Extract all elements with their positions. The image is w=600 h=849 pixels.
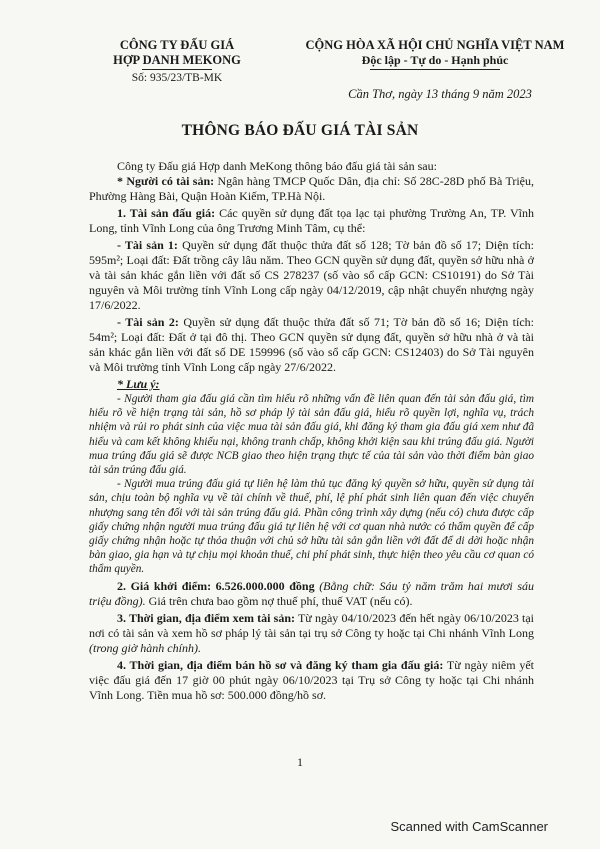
section-3-label: 3. Thời gian, địa điểm xem tài sản: — [117, 610, 295, 625]
asset-2-text: Quyền sử dụng đất thuộc thửa đất số 71; Tờ bản đồ số 16; Diện tích: 54m²; Loại đất: Đất ở tại đô thị. Theo GCN quyền sử dụng đất, quyền sở hữu nhà ở và tài sản khác gắn liền với đất số DE 159996 (số vào sổ cấp GCN: CS12403) do Sở Tài nguyên và Môi trường tỉnh Vĩnh Long cấp ngày 27/6/2022. — [89, 315, 534, 374]
document-date: Cần Thơ, ngày 13 tháng 9 năm 2023 — [348, 87, 532, 101]
owner-text: Ngân hàng TMCP Quốc Dân, địa chỉ: Số 28C-28D phố Bà Triệu, Phường Hàng Bài, Quận Hoàn Kiếm, TP.Hà Nội. — [89, 174, 535, 203]
owner-paragraph — [89, 174, 534, 204]
national-header — [300, 38, 570, 70]
scanner-watermark: Scanned with CamScanner — [390, 819, 548, 834]
section-2-words: (Bằng chữ: Sáu tỷ năm trăm hai mươi sáu triệu đồng). — [89, 578, 534, 608]
section-1-label: 1. Tài sản đấu giá: — [117, 206, 216, 220]
section-3 — [89, 611, 534, 656]
section-2 — [89, 579, 534, 609]
section-1 — [89, 206, 534, 236]
document-number: Số: 935/23/TB-MK — [131, 72, 223, 84]
note-label: * Lưu ý: — [117, 377, 160, 391]
asset-2 — [89, 315, 534, 375]
national-title: CỘNG HÒA XÃ HỘI CHỦ NGHĨA VIỆT NAM — [305, 38, 565, 52]
note-paragraph-1: - Người tham gia đấu giá cần tìm hiểu rõ những vấn đề liên quan đến tài sản đấu giá, tìm hiểu rõ về hiện trạng tài sản, hồ sơ pháp lý tài sản đấu giá, hiểu rõ quyền lợi, nghĩa vụ, trách nhiệm và rủi ro phát sinh của việc mua tài sản đấu giá, khi đăng ký tham gia đấu giá xem như đã hiểu và cam kết không khiếu nại, không tranh chấp, không khởi kiện sau khi trúng đấu giá. Người mua trúng đấu giá sẽ được NCB giao theo hiện trạng thực tế của tài sản vào thời điểm bàn giao tài sản trúng đấu giá. — [89, 393, 534, 477]
section-3-text: Từ ngày 04/10/2023 đến hết ngày 06/10/2023 tại nơi có tài sản và xem hồ sơ pháp lý tài sản tại trụ sở Công ty hoặc tại Chi nhánh Vĩnh Long — [89, 610, 534, 640]
header-divider — [142, 69, 212, 70]
asset-1-label: - Tài sản 1: — [117, 238, 178, 252]
section-1-text: Các quyền sử dụng đất tọa lạc tại phường Trường An, TP. Vĩnh Long, tỉnh Vĩnh Long của ông Trương Minh Tâm, cụ thể: — [89, 206, 535, 235]
section-4-text: Từ ngày niêm yết việc đấu giá đến 17 giờ 00 phút ngày 06/10/2023 tại Trụ sở Công ty hoặc tại Chi nhánh Vĩnh Long. Tiền mua hồ sơ: 500.000 đồng/hồ sơ. — [89, 657, 534, 702]
note-paragraph-2: - Người mua trúng đấu giá tự liên hệ làm thủ tục đăng ký quyền sở hữu, quyền sử dụng tài sản, chịu toàn bộ nghĩa vụ về tài chính về thuế, phí, lệ phí phát sinh liên quan đến việc chuyển nhượng sang tên đối với tài sản trúng đấu giá. Phần công trình xây dựng (nếu có) chưa được cấp giấy chứng nhận người mua trúng đấu giá tự liên hệ với cơ quan nhà nước có thẩm quyền để cấp giấy chứng nhận hoặc tự thỏa thuận với chủ sở hữu tài sản gắn liền với đất để di dời hoặc nhận bàn giao, gia hạn và tự chịu mọi khoản thuế, chi phí phát sinh, thực hiện theo yêu cầu cơ quan có thẩm quyền. — [89, 478, 534, 576]
section-3-note: (trong giờ hành chính). — [89, 640, 201, 655]
section-4 — [89, 658, 534, 703]
asset-1 — [89, 238, 534, 313]
document-body — [89, 159, 534, 703]
section-4-label: 4. Thời gian, địa điểm bán hồ sơ và đăng ký tham gia đấu giá: — [117, 657, 444, 672]
national-motto: Độc lập - Tự do - Hạnh phúc — [361, 53, 509, 67]
owner-label: * Người có tài sản: — [117, 174, 215, 188]
company-name-line1: CÔNG TY ĐẤU GIÁ — [119, 38, 235, 52]
asset-2-label: - Tài sản 2: — [117, 315, 179, 329]
motto-divider — [370, 69, 500, 70]
company-name-line2: HỢP DANH MEKONG — [113, 53, 241, 67]
intro-paragraph: Công ty Đấu giá Hợp danh MeKong thông báo đấu giá tài sản sau: — [117, 159, 437, 173]
section-2-label: 2. Giá khởi điểm: 6.526.000.000 đồng — [117, 578, 315, 593]
document-title: THÔNG BÁO ĐẤU GIÁ TÀI SẢN — [181, 122, 419, 139]
page-number: 1 — [297, 755, 303, 769]
asset-1-text: Quyền sử dụng đất thuộc thửa đất số 128; Tờ bản đồ số 17; Diện tích: 595m²; Loại đất: Đất trồng cây lâu năm. Theo GCN quyền sử dụng đất, quyền sở hữu nhà ở và tài sản khác gắn liền với đất số CS 278237 (số vào sổ cấp GCN: CS10191) do Sở Tài nguyên và Môi trường tỉnh Vĩnh Long cấp ngày 04/12/2019, cập nhật chuyển nhượng ngày 17/6/2022. — [89, 238, 535, 312]
note-heading — [89, 377, 534, 392]
company-header — [92, 38, 262, 86]
section-2-text: Giá trên chưa bao gồm nợ thuế phí, thuế VAT (nếu có). — [148, 593, 413, 608]
